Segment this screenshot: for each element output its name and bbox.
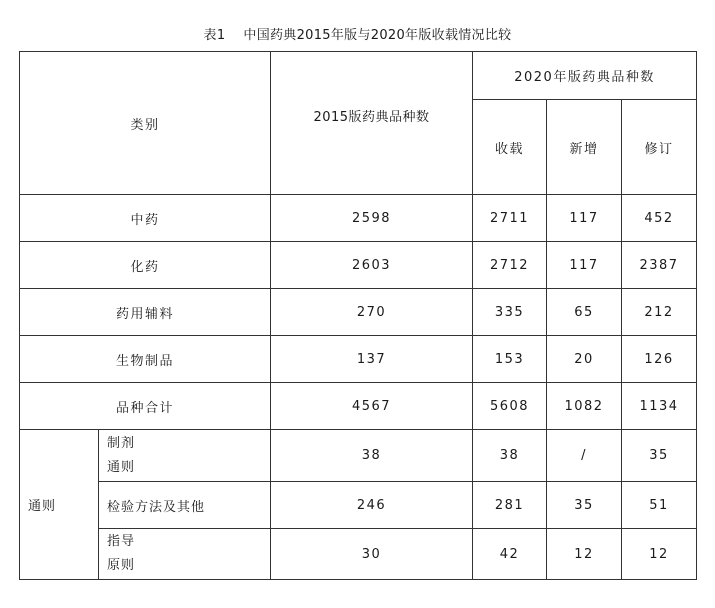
header-2020-group: 2020年版药典品种数 [473,52,697,100]
header-2015: 2015版药典品种数 [271,52,473,195]
cell-revised: 452 [622,195,697,242]
table-row [20,430,697,482]
cell-added: / [547,430,622,482]
cell-revised: 126 [622,336,697,383]
cell-added: 12 [547,529,622,580]
cell-added: 35 [547,482,622,529]
row-subcategory [99,430,271,482]
cell-included: 5608 [473,383,547,430]
header-revised: 修订 [622,100,697,195]
row-subcategory [99,529,271,580]
cell-revised: 1134 [622,383,697,430]
table-number: 表1 [203,28,226,43]
header-category: 类别 [20,52,271,195]
row-category: 生物制品 [20,336,271,383]
cell-included: 335 [473,289,547,336]
cell-added: 65 [547,289,622,336]
cell-included: 2712 [473,242,547,289]
cell-added: 20 [547,336,622,383]
row-category: 中药 [20,195,271,242]
subcategory-line: 通则 [107,459,136,475]
table-caption [0,24,715,43]
header-added: 新增 [547,100,622,195]
table-row [20,242,697,289]
cell-revised: 2387 [622,242,697,289]
table-row [20,529,697,580]
subcategory-line: 原则 [107,558,136,573]
row-category: 药用辅料 [20,289,271,336]
cell-2015: 246 [271,482,473,529]
table-row [20,336,697,383]
cell-2015: 2603 [271,242,473,289]
cell-revised: 35 [622,430,697,482]
row-category: 品种合计 [20,383,271,430]
cell-2015: 270 [271,289,473,336]
cell-2015: 4567 [271,383,473,430]
cell-included: 2711 [473,195,547,242]
cell-2015: 38 [271,430,473,482]
subcategory-line: 制剂 [107,435,136,451]
cell-included: 38 [473,430,547,482]
table-title: 中国药典2015年版与2020年版收载情况比较 [243,28,512,43]
row-subcategory: 检验方法及其他 [99,482,271,529]
cell-added: 1082 [547,383,622,430]
row-category: 化药 [20,242,271,289]
cell-2015: 30 [271,529,473,580]
cell-included: 153 [473,336,547,383]
comparison-table [19,51,697,580]
table-row [20,482,697,529]
cell-added: 117 [547,195,622,242]
cell-revised: 51 [622,482,697,529]
cell-revised: 212 [622,289,697,336]
cell-2015: 137 [271,336,473,383]
cell-2015: 2598 [271,195,473,242]
table-row [20,195,697,242]
cell-included: 42 [473,529,547,580]
table-row [20,383,697,430]
table-row [20,289,697,336]
cell-revised: 12 [622,529,697,580]
header-included: 收载 [473,100,547,195]
general-group-label: 通则 [20,430,99,580]
cell-added: 117 [547,242,622,289]
subcategory-line: 指导 [107,534,136,549]
cell-included: 281 [473,482,547,529]
